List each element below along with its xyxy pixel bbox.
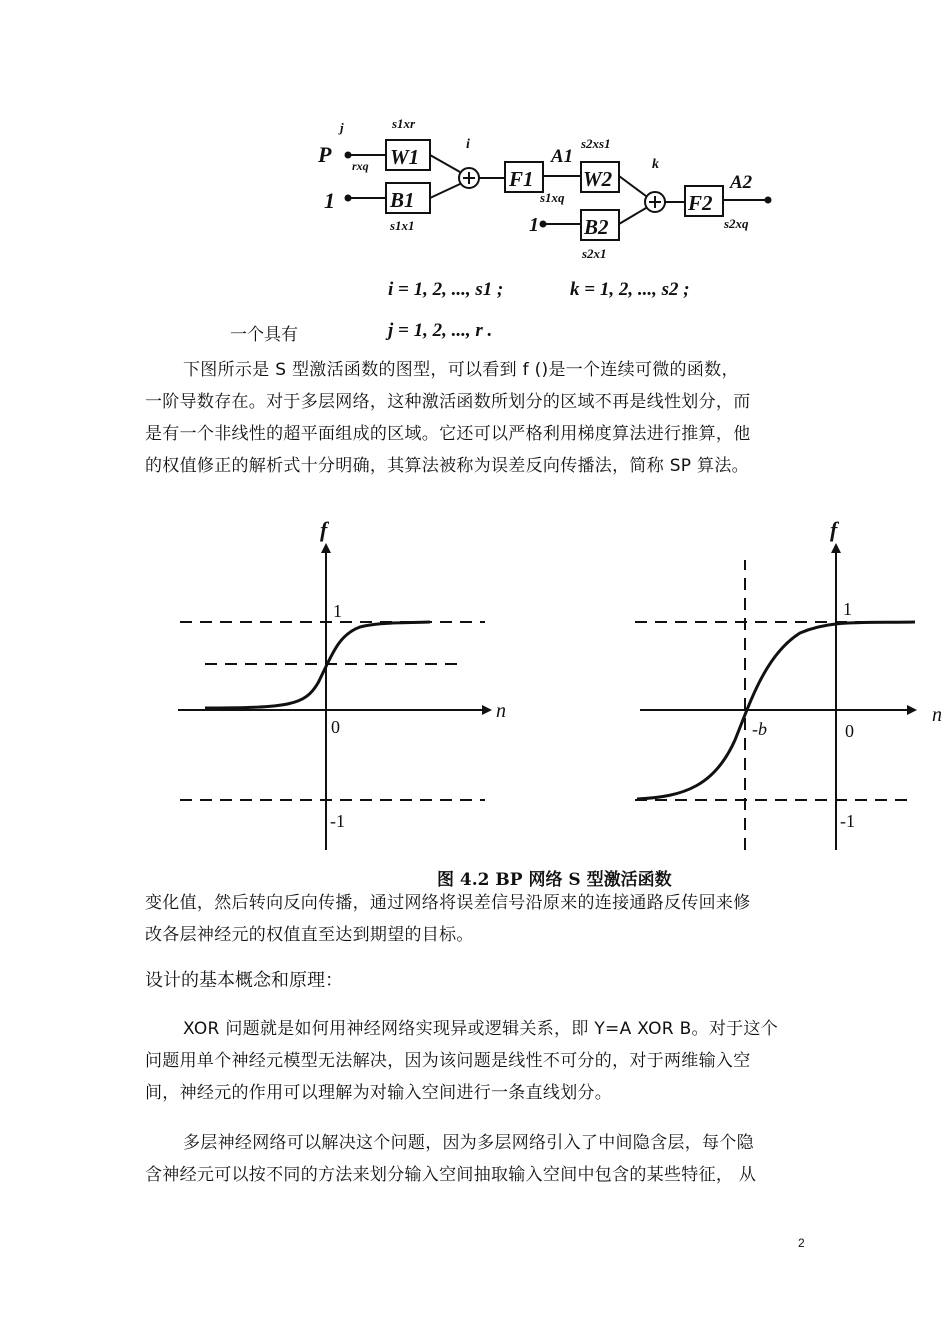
left-f-axis-label: f [320,517,328,542]
right-one-label: 1 [843,599,852,619]
paragraph-sigmoid-intro [145,354,805,482]
paragraph-xor [145,1013,805,1109]
text-line: 变化值，然后转向反向传播，通过网络将误差信号沿原来的连接通路反传回来修 [145,893,751,913]
w2-label: W2 [583,167,613,191]
text-line: XOR 问题就是如何用神经网络实现异或逻辑关系，即 Y=A XOR B。对于这个 [183,1019,779,1039]
figure-caption: 图 4.2 BP 网络 S 型激活函数 [437,870,672,890]
right-b-label: -b [752,719,767,739]
input-p-index: j [340,120,344,135]
input-one-label-b: 1 [529,214,539,236]
paragraph-backprop [145,887,805,951]
right-f-axis-label: f [830,517,838,542]
left-zero-label: 0 [331,717,340,737]
right-neg-one-label: -1 [840,811,855,831]
a2-label: A2 [730,172,753,193]
left-n-axis-label: n [496,700,506,722]
left-one-label: 1 [333,601,342,621]
f1-dim: s1xq [540,190,565,205]
input-p-dim: rxq [352,159,369,173]
network-diagram [300,110,800,280]
f1-label: F1 [509,167,534,191]
text-line: 改各层神经元的权值直至达到期望的目标。 [145,925,474,945]
text-line: 是有一个非线性的超平面组成的区域。它还可以严格利用梯度算法进行推算，他 [145,424,751,444]
input-one-label-a: 1 [324,188,335,213]
text-line: 下图所示是 S 型激活函数的图型，可以看到 f ()是一个连续可微的函数， [183,360,739,380]
f2-label: F2 [688,191,713,215]
text-line: 含神经元可以按不同的方法来划分输入空间抽取输入空间中包含的某些特征， 从 [145,1165,757,1185]
paragraph-multilayer [145,1127,805,1191]
f2-dim: s2xq [724,216,749,231]
page-number: 2 [798,1236,805,1250]
right-zero-label: 0 [845,721,854,741]
input-p-label: P [318,142,332,167]
text-line: 间，神经元的作用可以理解为对输入空间进行一条直线划分。 [145,1083,613,1103]
formula-k-range: k = 1, 2, ..., s2 ; [570,279,690,300]
text-line: 问题用单个神经元模型无法解决，因为该问题是线性不可分的，对于两维输入空 [145,1051,751,1071]
b1-label: B1 [390,188,415,212]
sum1-index: i [466,137,470,152]
text-line: 的权值修正的解析式十分明确，其算法被称为误差反向传播法，简称 SP 算法。 [145,456,749,476]
prefix-text: 一个具有 [230,325,298,345]
left-sigmoid-plot [178,517,506,850]
sigmoid-figure [140,505,950,860]
section-heading: 设计的基本概念和原理： [145,970,343,991]
b2-dim: s2x1 [582,246,607,261]
formula-j-range: j = 1, 2, ..., r . [388,320,493,341]
w1-label: W1 [390,145,420,169]
w2-dim: s2xs1 [581,136,611,151]
formula-i-range: i = 1, 2, ..., s1 ; [388,279,504,300]
left-neg-one-label: -1 [330,811,345,831]
b1-dim: s1x1 [390,218,415,233]
text-line: 一阶导数存在。对于多层网络，这种激活函数所划分的区域不再是线性划分，而 [145,392,751,412]
b2-label: B2 [584,215,609,239]
right-n-axis-label: n [932,704,942,726]
text-line: 多层神经网络可以解决这个问题，因为多层网络引入了中间隐含层，每个隐 [183,1133,754,1153]
right-sigmoid-plot [635,517,942,850]
w1-dim: s1xr [392,116,416,131]
a1-label: A1 [551,146,574,167]
sum2-index: k [652,157,659,172]
